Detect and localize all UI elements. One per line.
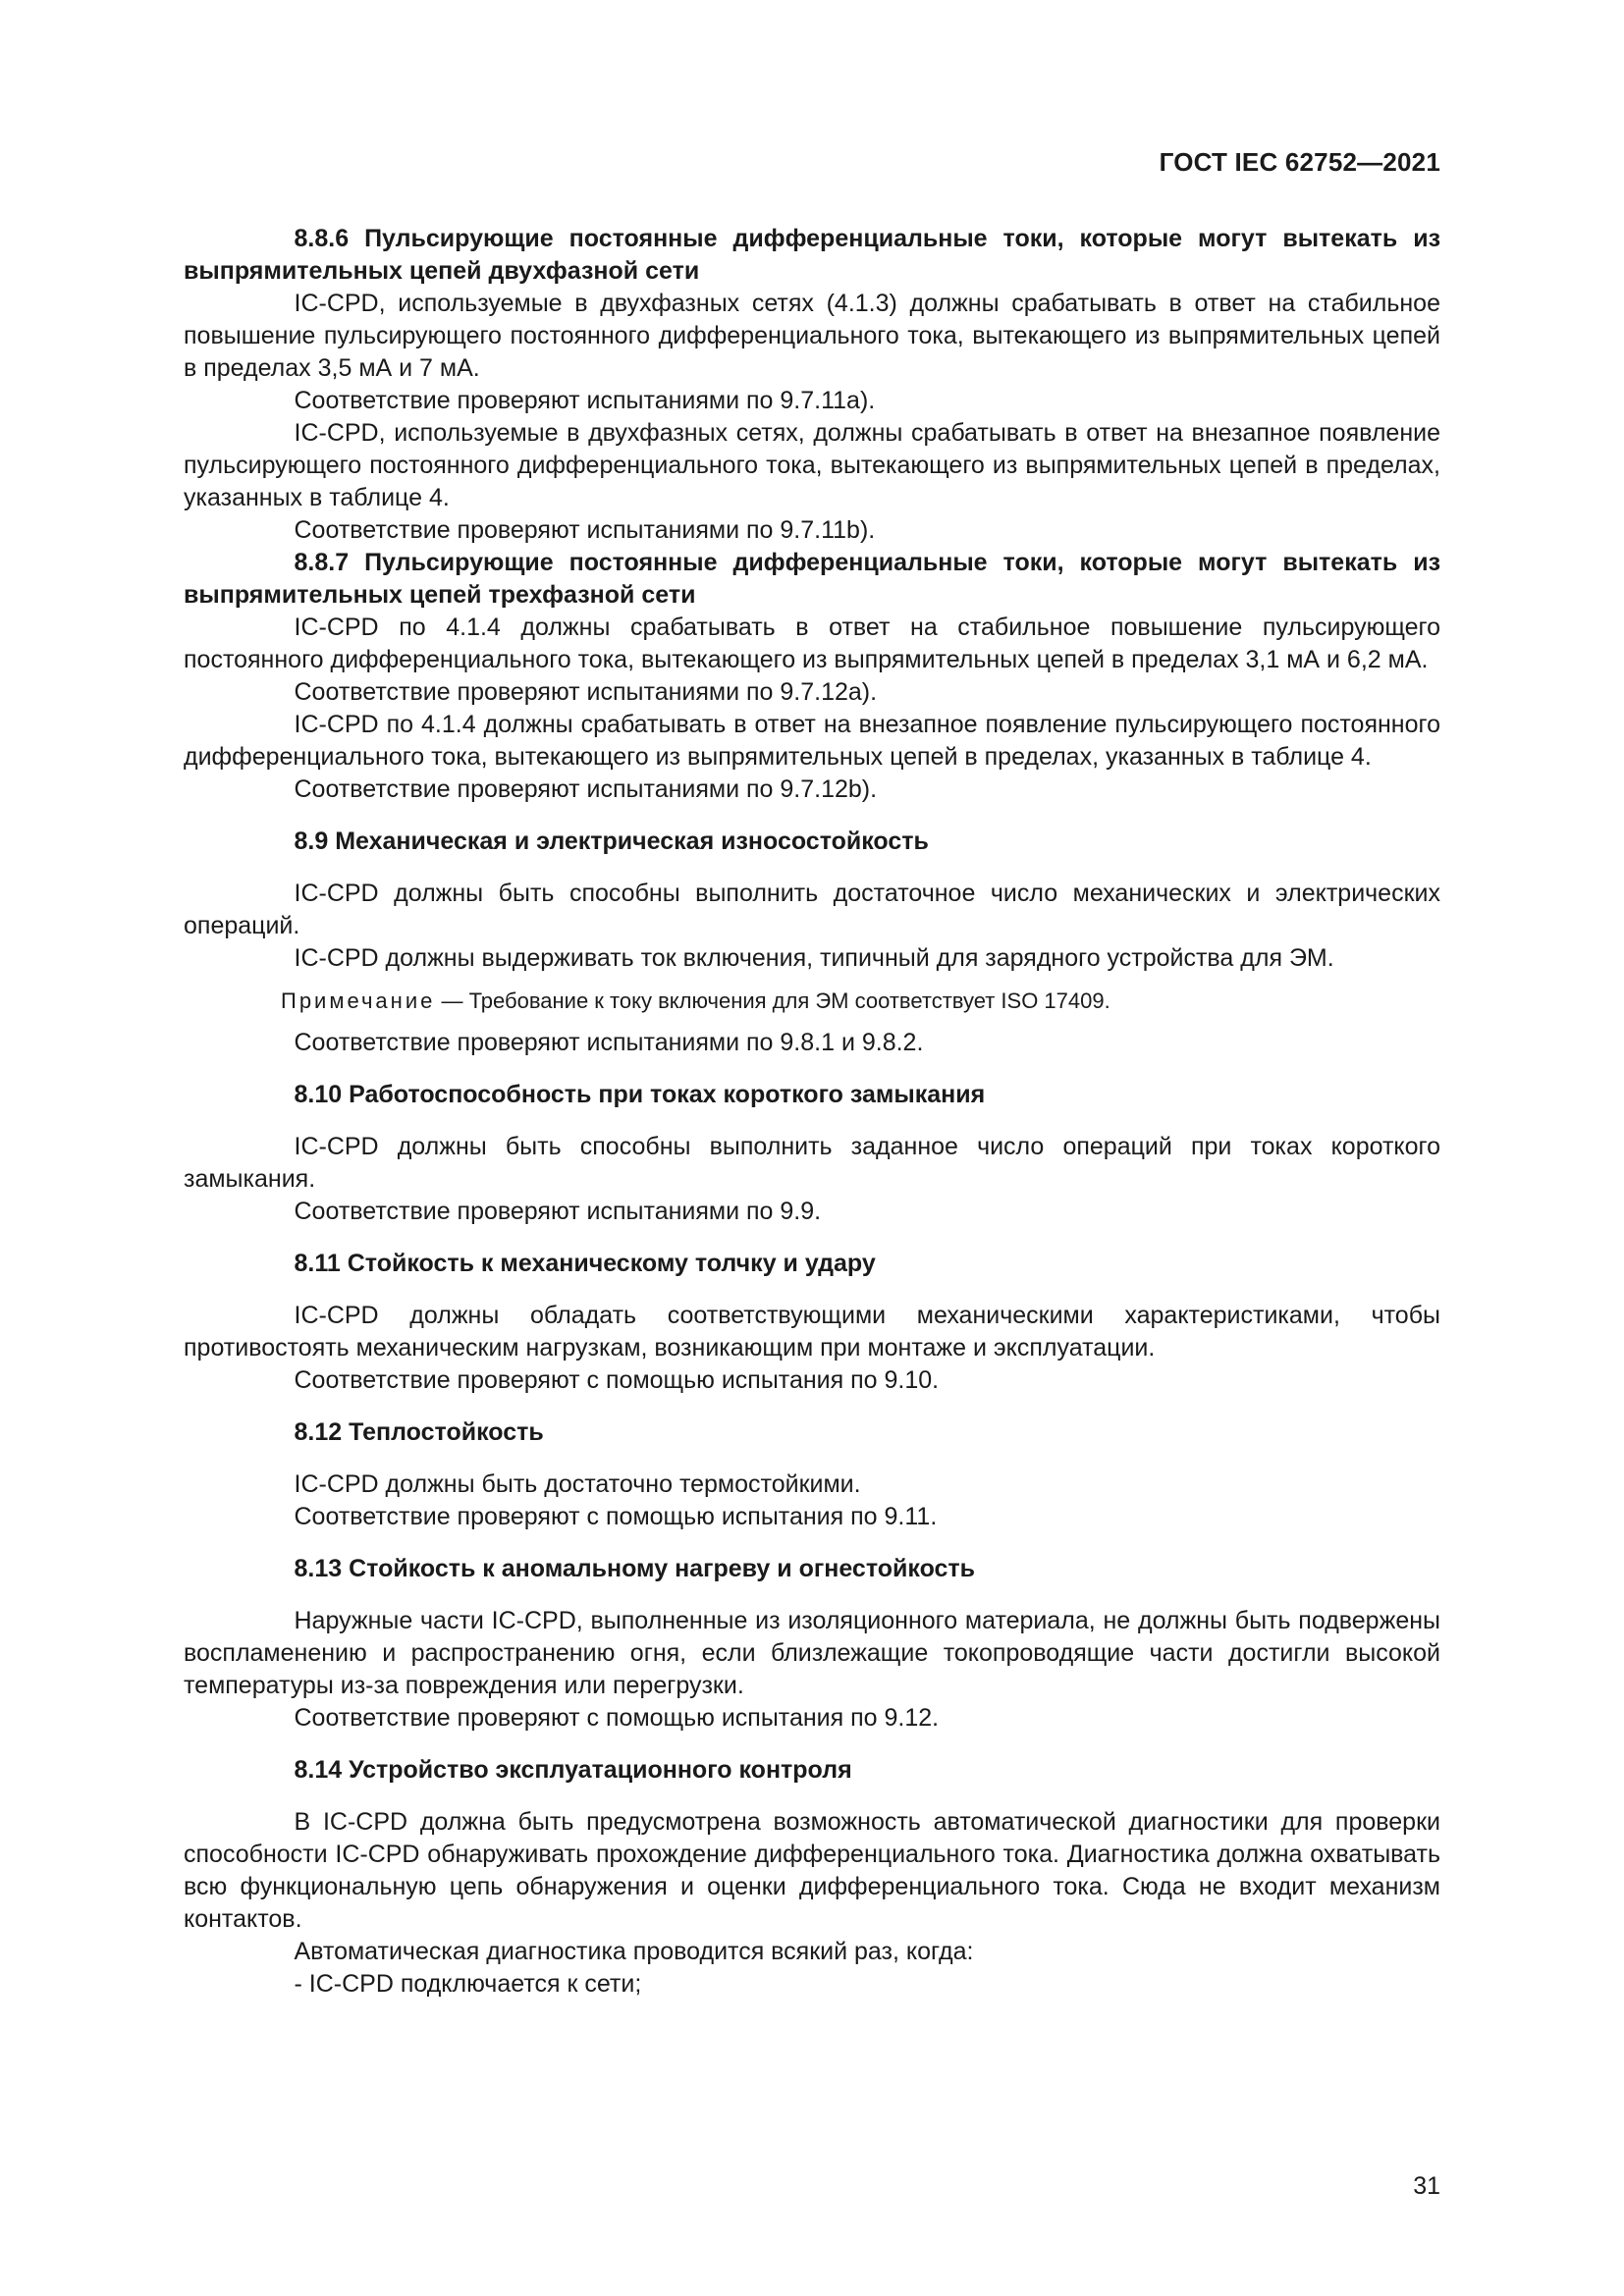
paragraph: Соответствие проверяют испытаниями по 9.7.11a).: [294, 387, 876, 414]
note-text: — Требование к току включения для ЭМ соответствует ISO 17409.: [435, 988, 1110, 1013]
paragraph: IC-CPD по 4.1.4 должны срабатывать в ответ на внезапное появление пульсирующего постоянного дифференциального тока, вытекающего из выпрямительных цепей в пределах, указанных в таблице 4.: [184, 711, 1440, 771]
paragraph: IC-CPD, используемые в двухфазных сетях (4.1.3) должны срабатывать в ответ на стабильное повышение пульсирующего постоянного дифференциального тока, вытекающего из выпрямительных цепей в пределах 3,5 мА и 7 мА.: [184, 290, 1440, 382]
paragraph: IC-CPD должны обладать соответствующими механическими характеристиками, чтобы противостоять механическим нагрузкам, возникающим при монтаже и эксплуатации.: [184, 1302, 1440, 1362]
paragraph: Соответствие проверяют испытаниями по 9.9.: [294, 1198, 822, 1225]
section-heading-8-10: 8.10 Работоспособность при токах короткого замыкания: [294, 1081, 986, 1108]
list-item: - IC-CPD подключается к сети;: [294, 1970, 642, 1998]
paragraph: Соответствие проверяют с помощью испытания по 9.12.: [294, 1704, 940, 1732]
paragraph: Соответствие проверяют с помощью испытания по 9.10.: [294, 1366, 940, 1394]
paragraph: Соответствие проверяют испытаниями по 9.7.11b).: [294, 516, 876, 544]
section-heading-8-12: 8.12 Теплостойкость: [294, 1418, 544, 1446]
note-label: Примечание: [281, 988, 436, 1013]
page-number: 31: [1413, 2172, 1440, 2200]
paragraph: IC-CPD должны выдерживать ток включения, типичный для зарядного устройства для ЭМ.: [294, 944, 1334, 972]
section-heading-8-11: 8.11 Стойкость к механическому толчку и удару: [294, 1250, 876, 1277]
paragraph: Соответствие проверяют испытаниями по 9.7.12a).: [294, 678, 878, 706]
section-heading-8-14: 8.14 Устройство эксплуатационного контроля: [294, 1756, 852, 1784]
paragraph: IC-CPD, используемые в двухфазных сетях, должны срабатывать в ответ на внезапное появление пульсирующего постоянного дифференциального тока, вытекающего из выпрямительных цепей в пределах, указанных в таблице 4.: [184, 419, 1440, 511]
paragraph: Соответствие проверяют испытаниями по 9.7.12b).: [294, 775, 878, 803]
paragraph: IC-CPD должны быть достаточно термостойкими.: [294, 1470, 861, 1498]
note: [184, 985, 1440, 1017]
section-heading-8-9: 8.9 Механическая и электрическая износостойкость: [294, 828, 929, 855]
paragraph: Соответствие проверяют с помощью испытания по 9.11.: [294, 1503, 938, 1530]
paragraph: Автоматическая диагностика проводится всякий раз, когда:: [294, 1938, 974, 1965]
section-heading-8-8-7: 8.8.7 Пульсирующие постоянные дифференциальные токи, которые могут вытекать из выпрямительных цепей трехфазной сети: [184, 549, 1440, 609]
paragraph: Соответствие проверяют испытаниями по 9.8.1 и 9.8.2.: [294, 1029, 924, 1056]
paragraph: В IC-CPD должна быть предусмотрена возможность автоматической диагностики для проверки способности IC-CPD обнаруживать прохождение дифференциального тока. Диагностика должна охватывать всю функциональную цепь обнаружения и оценки дифференциального тока. Сюда не входит механизм контактов.: [184, 1808, 1440, 1933]
section-heading-8-8-6: 8.8.6 Пульсирующие постоянные дифференциальные токи, которые могут вытекать из выпрямительных цепей двухфазной сети: [184, 225, 1440, 285]
standard-designation: ГОСТ IEC 62752—2021: [1159, 147, 1440, 177]
document-body: [184, 223, 1440, 2001]
paragraph: IC-CPD должны быть способны выполнить достаточное число механических и электрических операций.: [184, 880, 1440, 939]
paragraph: IC-CPD по 4.1.4 должны срабатывать в ответ на стабильное повышение пульсирующего постоянного дифференциального тока, вытекающего из выпрямительных цепей в пределах 3,1 мА и 6,2 мА.: [184, 614, 1440, 673]
paragraph: Наружные части IC-CPD, выполненные из изоляционного материала, не должны быть подвержены воспламенению и распространению огня, если близлежащие токопроводящие части достигли высокой температуры из-за повреждения или перегрузки.: [184, 1607, 1440, 1699]
paragraph: IC-CPD должны быть способны выполнить заданное число операций при токах короткого замыкания.: [184, 1133, 1440, 1193]
section-heading-8-13: 8.13 Стойкость к аномальному нагреву и огнестойкость: [294, 1555, 976, 1582]
